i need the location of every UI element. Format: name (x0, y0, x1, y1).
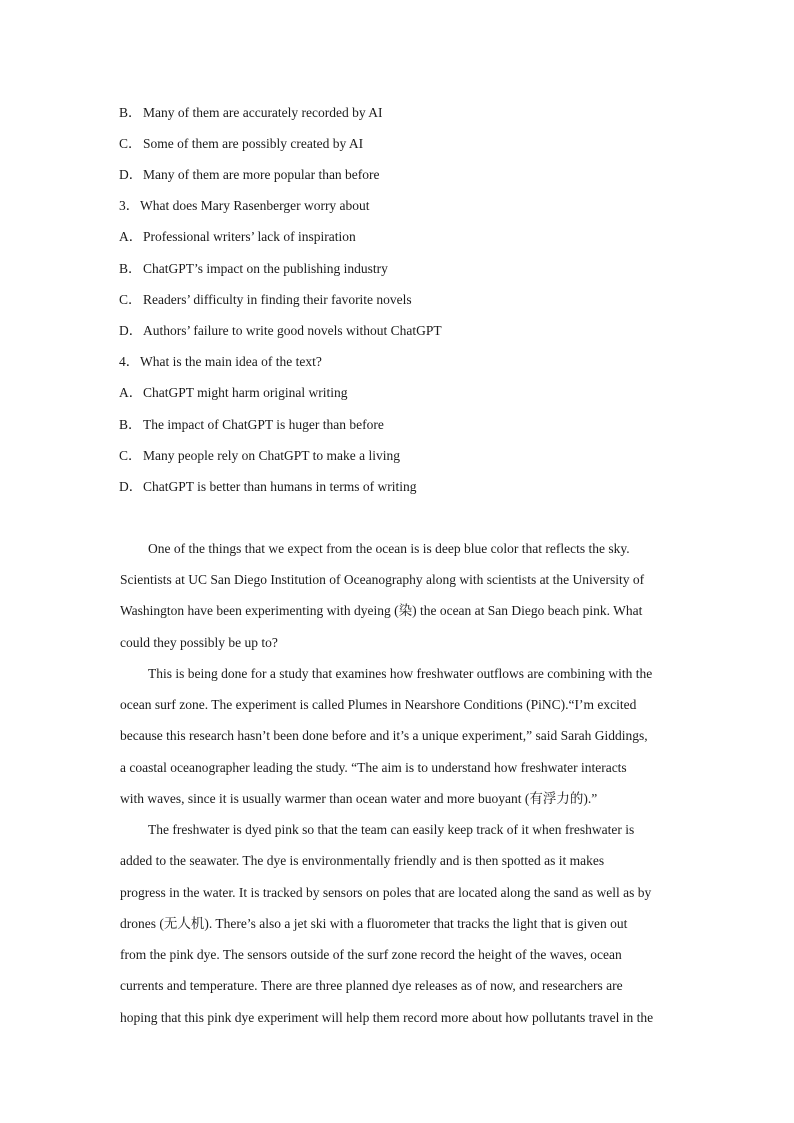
passage-line: a coastal oceanographer leading the study. “The aim is to understand how freshwater interacts (120, 760, 627, 775)
option-text: ChatGPT is better than humans in terms of writing (143, 479, 417, 494)
option-letter: B． (119, 417, 142, 432)
q4-option-d (119, 478, 416, 496)
passage-line: added to the seawater. The dye is environmentally friendly and is then spotted as it makes (120, 853, 605, 868)
option-letter: B． (119, 261, 142, 276)
option-text: The impact of ChatGPT is huger than before (143, 417, 384, 432)
option-letter: D． (119, 323, 143, 338)
passage-line: The freshwater is dyed pink so that the team can easily keep track of it when freshwater is (148, 822, 635, 837)
passage-line: currents and temperature. There are three planned dye releases as of now, and researchers are (120, 978, 623, 993)
passage-line: because this research hasn’t been done before and it’s a unique experiment,” said Sarah Giddings, (120, 728, 648, 743)
passage-line: drones (无人机). There’s also a jet ski with a fluorometer that tracks the light that is given out (120, 916, 628, 931)
q3-option-a (119, 228, 356, 246)
passage-line: hoping that this pink dye experiment will help them record more about how pollutants travel in the (120, 1010, 654, 1025)
option-text: ChatGPT might harm original writing (143, 385, 348, 400)
passage-line: One of the things that we expect from the ocean is is deep blue color that reflects the sky. (148, 541, 630, 556)
passage-line: ocean surf zone. The experiment is called Plumes in Nearshore Conditions (PiNC).“I’m excited (120, 697, 637, 712)
passage-line: could they possibly be up to? (120, 635, 278, 650)
q4-option-b (119, 416, 384, 434)
option-letter: C． (119, 292, 142, 307)
question-text: What does Mary Rasenberger worry about (140, 198, 370, 213)
option-letter: A． (119, 229, 143, 244)
q3-option-d (119, 322, 442, 340)
option-text: Many of them are accurately recorded by AI (143, 105, 383, 120)
passage-line: This is being done for a study that examines how freshwater outflows are combining with the (148, 666, 653, 681)
option-letter: D． (119, 167, 143, 182)
passage-line: Scientists at UC San Diego Institution of Oceanography along with scientists at the University of (120, 572, 645, 587)
option-text: Professional writers’ lack of inspiration (143, 229, 356, 244)
question-number: 3． (119, 198, 140, 213)
q3-option-c (119, 291, 412, 309)
passage-line: with waves, since it is usually warmer than ocean water and more buoyant (有浮力的).” (120, 791, 598, 806)
q4-option-c (119, 447, 400, 465)
q4-stem (119, 353, 322, 371)
q2-option-b (119, 104, 383, 122)
passage-line: from the pink dye. The sensors outside of the surf zone record the height of the waves, ocean (120, 947, 622, 962)
question-text: What is the main idea of the text? (140, 354, 322, 369)
q4-option-a (119, 384, 347, 402)
passage-line: progress in the water. It is tracked by sensors on poles that are located along the sand as well as by (120, 885, 652, 900)
option-text: ChatGPT’s impact on the publishing industry (143, 261, 388, 276)
option-letter: C． (119, 448, 142, 463)
option-letter: A． (119, 385, 143, 400)
option-text: Some of them are possibly created by AI (143, 136, 364, 151)
question-number: 4． (119, 354, 140, 369)
option-text: Authors’ failure to write good novels without ChatGPT (143, 323, 442, 338)
option-letter: C． (119, 136, 142, 151)
q2-option-c (119, 135, 363, 153)
option-letter: B． (119, 105, 142, 120)
option-text: Readers’ difficulty in finding their favorite novels (143, 292, 412, 307)
option-text: Many people rely on ChatGPT to make a living (143, 448, 400, 463)
passage-line: Washington have been experimenting with dyeing (染) the ocean at San Diego beach pink. What (120, 603, 643, 618)
q3-option-b (119, 260, 388, 278)
option-letter: D． (119, 479, 143, 494)
q3-stem (119, 197, 370, 215)
option-text: Many of them are more popular than before (143, 167, 380, 182)
q2-option-d (119, 166, 380, 184)
